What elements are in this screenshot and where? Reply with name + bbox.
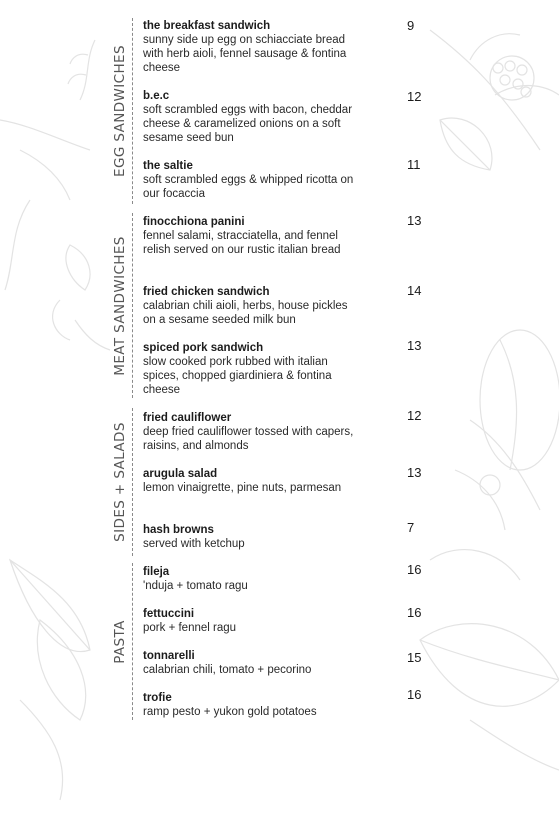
menu-item xyxy=(143,691,358,719)
item-name: hash browns xyxy=(143,524,214,536)
item-description: soft scrambled eggs with bacon, cheddar cheese & caramelized onions on a soft sesame seed bun xyxy=(143,104,353,144)
section-title: EGG SANDWICHES xyxy=(112,45,128,177)
item-description: deep fried cauliflower tossed with capers, raisins, and almonds xyxy=(143,426,354,452)
item-description: slow cooked pork rubbed with italian spices, chopped giardiniera & fontina cheese xyxy=(143,356,332,396)
item-name: fried cauliflower xyxy=(143,412,232,424)
menu-item xyxy=(143,467,358,495)
item-description: ramp pesto + yukon gold potatoes xyxy=(143,706,317,718)
menu-item xyxy=(143,215,358,257)
item-price: 9 xyxy=(407,18,415,33)
item-name: spiced pork sandwich xyxy=(143,342,264,354)
item-description: calabrian chili, tomato + pecorino xyxy=(143,664,312,676)
item-price: 14 xyxy=(407,283,422,298)
item-price: 16 xyxy=(407,605,422,620)
item-name: trofie xyxy=(143,692,172,704)
item-description: sunny side up egg on schiacciate bread with herb aioli, fennel sausage & fontina cheese xyxy=(143,34,347,74)
item-price: 11 xyxy=(407,157,421,172)
menu-item xyxy=(143,649,358,677)
menu-item xyxy=(143,89,358,145)
item-name: fileja xyxy=(143,566,170,578)
item-description: 'nduja + tomato ragu xyxy=(143,580,248,592)
item-name: b.e.c xyxy=(143,90,170,102)
item-name: the saltie xyxy=(143,160,193,172)
item-description: pork + fennel ragu xyxy=(143,622,237,634)
section-divider-line xyxy=(132,18,133,204)
section-title: PASTA xyxy=(112,619,128,664)
menu-item xyxy=(143,285,358,327)
item-price: 12 xyxy=(407,89,422,104)
menu-item xyxy=(143,341,358,397)
item-name: fettuccini xyxy=(143,608,195,620)
menu-item xyxy=(143,523,358,551)
menu-item xyxy=(143,19,358,75)
section-divider-line xyxy=(132,213,133,398)
item-description: calabrian chili aioli, herbs, house pickles on a sesame seeded milk bun xyxy=(143,300,348,326)
section-title: SIDES + SALADS xyxy=(112,422,128,542)
item-price: 12 xyxy=(407,408,422,423)
item-name: tonnarelli xyxy=(143,650,195,662)
item-name: fried chicken sandwich xyxy=(143,286,270,298)
item-description: served with ketchup xyxy=(143,538,245,550)
menu-item xyxy=(143,565,358,593)
section-title: MEAT SANDWICHES xyxy=(112,235,128,376)
section-divider-line xyxy=(132,408,133,556)
item-name: finocchiona panini xyxy=(143,216,245,228)
item-price: 15 xyxy=(407,650,422,665)
item-price: 13 xyxy=(407,213,422,228)
item-description: lemon vinaigrette, pine nuts, parmesan xyxy=(143,482,342,494)
menu-item xyxy=(143,411,358,453)
menu-item xyxy=(143,607,358,635)
section-divider-line xyxy=(132,563,133,720)
item-name: the breakfast sandwich xyxy=(143,20,271,32)
item-price: 13 xyxy=(407,465,422,480)
item-price: 16 xyxy=(407,687,422,702)
item-price: 13 xyxy=(407,338,422,353)
item-name: arugula salad xyxy=(143,468,218,480)
item-description: fennel salami, stracciatella, and fennel relish served on our rustic italian bread xyxy=(143,230,341,256)
item-price: 7 xyxy=(407,520,415,535)
menu-item xyxy=(143,159,358,201)
item-description: soft scrambled eggs & whipped ricotta on our focaccia xyxy=(143,174,354,200)
item-price: 16 xyxy=(407,562,422,577)
